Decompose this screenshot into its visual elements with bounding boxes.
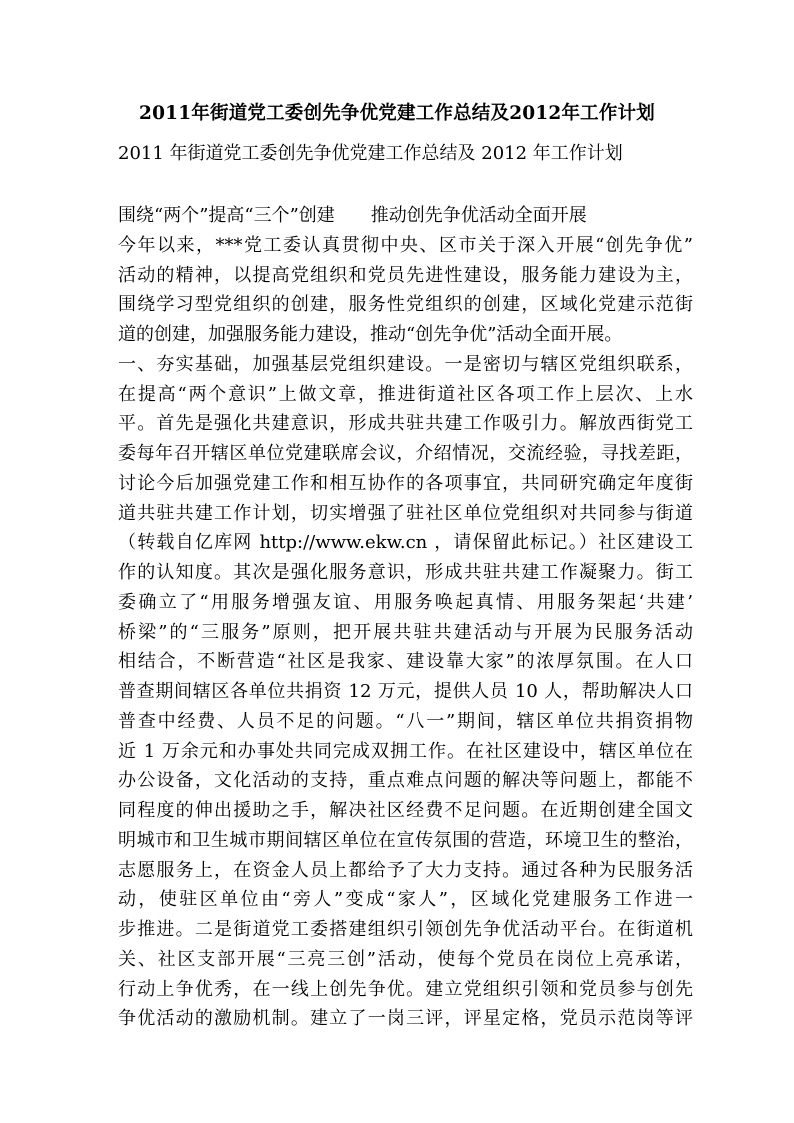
body-line: 道的创建，加强服务能力建设，推动“创先争优”活动全面开展。 (118, 324, 623, 345)
body-line: 平。首先是强化共建意识，形成共驻共建工作吸引力。解放西街党工 (118, 413, 693, 435)
body-line: 志愿服务上，在资金人员上都给予了大力支持。通过各种为民服务活 (118, 859, 693, 881)
body-line: 关、社区支部开展“三亮三创”活动，使每个党员在岗位上亮承诺， (118, 948, 693, 970)
body-line: 普查中经费、人员不足的问题。“八一”期间，辖区单位共捐资捐物 (118, 710, 693, 732)
body-line: 围绕“两个”提高“三个”创建 推动创先争优活动全面开展 (118, 205, 587, 226)
body-line: 步推进。二是街道党工委搭建组织引领创先争优活动平台。在街道机 (118, 919, 693, 940)
body-line: （转载自亿库网 http://www.ekw.cn ，请保留此标记。）社区建设工 (118, 532, 693, 554)
body-line: 活动的精神，以提高党组织和党员先进性建设，服务能力建设为主， (118, 264, 693, 286)
body-line: 普查期间辖区各单位共捐资 12 万元，提供人员 10 人，帮助解决人口 (118, 681, 693, 702)
body-line: 同程度的伸出援助之手，解决社区经费不足问题。在近期创建全国文 (118, 800, 693, 821)
body-line: 行动上争优秀，在一线上创先争优。建立党组织引领和党员参与创先 (118, 978, 693, 1000)
body-line: 委每年召开辖区单位党建联席会议，介绍情况，交流经验，寻找差距， (118, 443, 693, 464)
body-line: 在提高“两个意识”上做文章，推进街道社区各项工作上层次、上水 (118, 383, 693, 405)
body-line: 争优活动的激励机制。建立了一岗三评，评星定格，党员示范岗等评 (118, 1008, 693, 1030)
body-line: 近 1 万余元和办事处共同完成双拥工作。在社区建设中，辖区单位在 (118, 740, 693, 762)
body-line: 今年以来，***党工委认真贯彻中央、区市关于深入开展“创先争优” (118, 234, 693, 256)
body-line: 明城市和卫生城市期间辖区单位在宣传氛围的营造，环境卫生的整治， (118, 829, 693, 851)
body-line: 办公设备，文化活动的支持，重点难点问题的解决等问题上，都能不 (118, 770, 693, 792)
body-line: 动，使驻区单位由“旁人”变成“家人”，区域化党建服务工作进一 (118, 889, 693, 911)
body-line: 围绕学习型党组织的创建，服务性党组织的创建，区域化党建示范街 (118, 294, 693, 316)
body-line: 相结合，不断营造“社区是我家、建设靠大家”的浓厚氛围。在人口 (118, 651, 693, 673)
body-line: 道共驻共建工作计划，切实增强了驻社区单位党组织对共同参与街道 (118, 502, 693, 524)
body-line: 讨论今后加强党建工作和相互协作的各项事宜，共同研究确定年度街 (118, 472, 693, 494)
document-body (118, 201, 693, 1034)
document-title: 2011年街道党工委创先争优党建工作总结及2012年工作计划 (139, 103, 655, 124)
body-line: 桥梁”的“三服务”原则，把开展共驻共建活动与开展为民服务活动 (118, 621, 693, 643)
body-line: 委确立了“用服务增强友谊、用服务唤起真情、用服务架起‘共建’ (118, 591, 693, 613)
body-line: 一、夯实基础，加强基层党组织建设。一是密切与辖区党组织联系， (118, 353, 693, 375)
body-line: 作的认知度。其次是强化服务意识，形成共驻共建工作凝聚力。街工 (118, 562, 693, 583)
document-subtitle: 2011 年街道党工委创先争优党建工作总结及 2012 年工作计划 (118, 143, 623, 164)
